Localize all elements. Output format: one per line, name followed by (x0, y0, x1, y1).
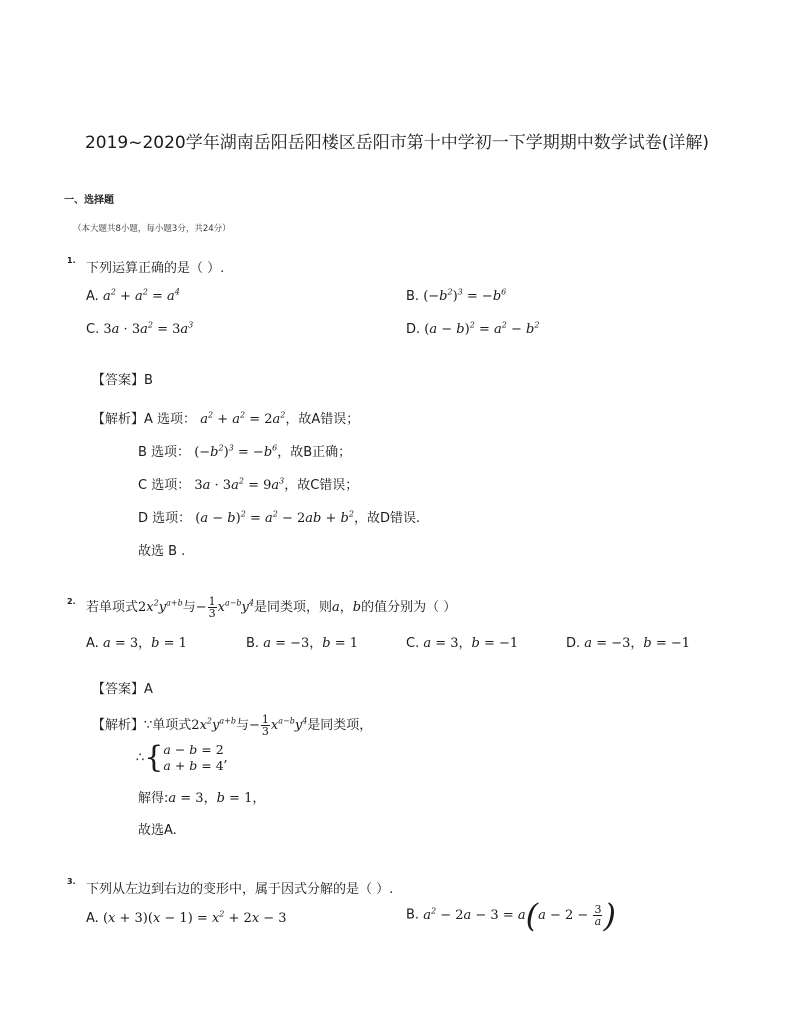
q1-line-b-tail: ，故B正确； (277, 445, 352, 460)
q1-line-a-tail: ，故A错误； (285, 412, 360, 427)
question-3-number: 3. (67, 877, 76, 886)
q2-system-brace: { a − b = 2 a + b = 4 (144, 740, 224, 775)
q3-option-a-label: A. (86, 911, 99, 926)
q2-option-c[interactable] (406, 632, 518, 651)
q2-analysis-post: 是同类项， (307, 718, 373, 733)
q3-option-b-formula: $a^2 - 2a - 3 = a(a - 2$ − $\frac{3}{a}$ ) (423, 896, 616, 934)
q2-stem-term-2: $x^{a-b}y^4$ (217, 598, 254, 615)
q2-analysis-fraction: $\frac{1}{3}$ (261, 713, 269, 738)
q1-option-c[interactable] (86, 322, 193, 337)
q2-stem-term-1: $2x^2y^{a+b}$ (138, 598, 183, 615)
q2-solve: 解得:a = 3，b = 1， (138, 791, 266, 806)
q1-option-a-label: A. (86, 289, 99, 304)
question-3-stem: 下列从左边到右边的变形中，属于因式分解的是（ ）. (86, 882, 394, 897)
q2-option-b-formula: a = −3，b = 1 (263, 636, 359, 651)
q1-analysis-label: 【解析】 (92, 412, 145, 427)
q1-line-d-tail: ，故D错误. (353, 511, 421, 526)
q1-line-a-label: A 选项： (144, 412, 197, 427)
q1-option-b-label: B. (406, 289, 420, 304)
q2-option-a[interactable] (86, 632, 187, 651)
q2-stem-post: 是同类项，则 (254, 600, 333, 615)
q2-system: ∴{ a − b = 2 a + b = 4 , (136, 740, 228, 775)
q1-analysis-line-c (138, 474, 358, 493)
q2-solve-label: 解得: (138, 791, 169, 806)
q2-analysis-term-1: $2x^2y^{a+b}$ (191, 716, 236, 733)
q1-conclusion: 故选 B . (138, 544, 186, 559)
q2-stem-minus: − (195, 600, 207, 615)
q2-stem-pre: 若单项式 (86, 600, 139, 615)
q1-option-d[interactable] (406, 322, 539, 337)
q1-analysis-line-a (92, 408, 359, 427)
q3-option-a[interactable] (86, 911, 287, 926)
q2-analysis-mid: 与 (235, 718, 249, 733)
q2-analysis-label: 【解析】 (92, 718, 145, 733)
q1-option-b[interactable] (406, 289, 506, 304)
section-heading: 一、选择题 (64, 195, 114, 206)
q3-option-b[interactable] (406, 896, 616, 934)
q1-line-d-formula: $(a - b)^2 = a^2 - 2ab + b^2$ (195, 509, 354, 526)
q2-option-c-label: C. (406, 636, 420, 651)
q1-line-c-tail: ，故C错误； (284, 478, 359, 493)
q1-line-b-label: B 选项： (138, 445, 191, 460)
question-2-stem (86, 596, 456, 619)
q2-since: ∵单项式 (144, 718, 192, 733)
q2-option-b[interactable] (246, 632, 358, 651)
question-1-number: 1. (67, 256, 76, 265)
q2-therefore: ∴ (136, 750, 145, 766)
q1-option-a-formula: $a^2 + a^2 = a^4$ (102, 287, 180, 304)
q3-option-b-label: B. (406, 907, 420, 923)
q2-option-d[interactable] (566, 632, 690, 651)
q2-analysis-minus: − (248, 718, 260, 733)
q1-line-b-formula: $(-b^2)^3 = -b^6$ (194, 443, 278, 460)
question-2-number: 2. (67, 597, 76, 606)
q2-stem-end: 的值分别为（ ） (361, 600, 457, 615)
q1-option-c-label: C. (86, 322, 100, 337)
q2-option-c-formula: a = 3，b = −1 (423, 636, 519, 651)
q2-stem-comma: ， (339, 600, 353, 615)
q1-line-a-formula: $a^2 + a^2 = 2a^2$ (200, 410, 286, 427)
q2-analysis-line-1 (92, 714, 372, 737)
q2-option-a-label: A. (86, 636, 99, 651)
q1-analysis-line-b (138, 441, 351, 460)
section-note: （本大题共8小题，每小题3分，共24分） (73, 224, 231, 234)
q2-answer: 【答案】A (92, 682, 153, 697)
q1-line-c-label: C 选项： (138, 478, 191, 493)
q1-option-a[interactable] (86, 289, 180, 304)
q2-option-b-label: B. (246, 636, 260, 651)
q2-option-a-formula: a = 3，b = 1 (102, 636, 187, 651)
q1-option-b-formula: $(-b^2)^3 = -b^6$ (423, 287, 507, 304)
q2-option-d-formula: a = −3，b = −1 (584, 636, 691, 651)
q3-option-a-formula: $(x + 3)(x - 1) = x^2 + 2x - 3$ (102, 909, 287, 926)
q2-option-d-label: D. (566, 636, 581, 651)
q1-option-d-label: D. (406, 322, 421, 337)
q2-conclusion: 故选A. (138, 823, 177, 838)
question-1-stem: 下列运算正确的是（ ）. (86, 261, 225, 276)
q2-stem-mid: 与 (182, 600, 196, 615)
q1-line-d-label: D 选项： (138, 511, 192, 526)
q1-analysis-line-d (138, 507, 420, 526)
q2-solve-formula: a = 3，b = 1 (168, 791, 253, 806)
q1-option-d-formula: $(a - b)^2 = a^2 - b^2$ (424, 320, 540, 337)
q2-analysis-term-2: $x^{a-b}y^4$ (270, 716, 308, 733)
q2-stem-var-b: b (352, 600, 362, 615)
page-title: 2019~2020学年湖南岳阳岳阳楼区岳阳市第十中学初一下学期期中数学试卷(详解) (84, 133, 710, 153)
q2-stem-var-a: a (332, 600, 340, 615)
q2-stem-fraction: $\frac{1}{3}$ (208, 595, 216, 620)
q1-answer: 【答案】B (92, 373, 153, 388)
q1-line-c-formula: $3a \cdot 3a^2 = 9a^3$ (194, 476, 285, 493)
q1-option-c-formula: $3a \cdot 3a^2 = 3a^3$ (103, 320, 194, 337)
